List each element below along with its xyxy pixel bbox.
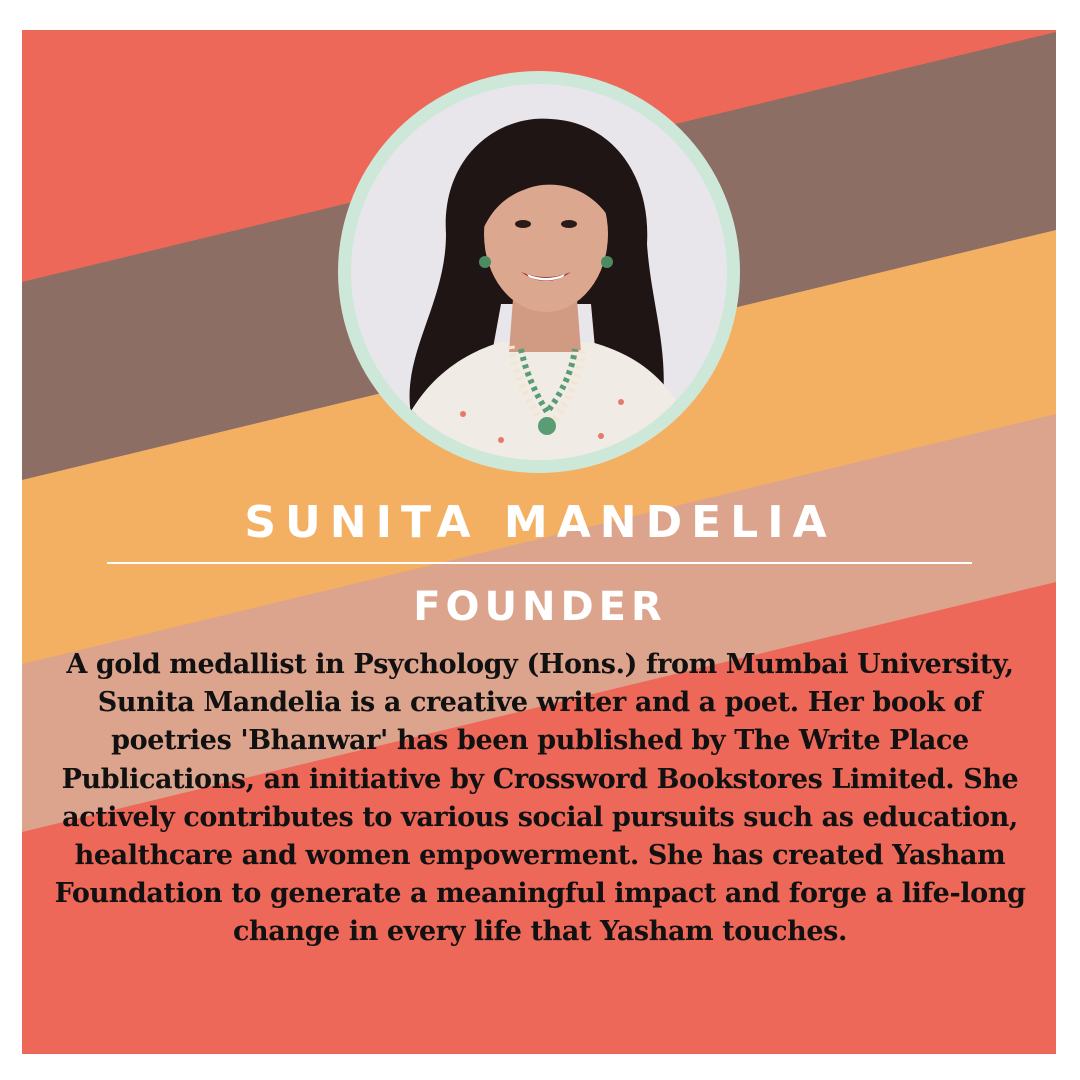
profile-bio: A gold medallist in Psychology (Hons.) from Mumbai University, Sunita Mandelia is a creative writer and a poet. Her book of poetries 'Bhanwar' has been published by The Write Place Publications, an initiative by Crossword Bookstores Limited. She actively contributes to various social pursuits such as education, healthcare and women empowerment. She has created Yasham Foundation to generate a meaningful impact and forge a life-long change in every life that Yasham touches. <box>54 649 1026 948</box>
profile-name: SUNITA MANDELIA <box>244 497 836 548</box>
name-divider <box>107 562 972 564</box>
portrait-photo <box>351 84 727 460</box>
portrait-frame <box>338 71 740 473</box>
profile-role: FOUNDER <box>413 584 667 630</box>
